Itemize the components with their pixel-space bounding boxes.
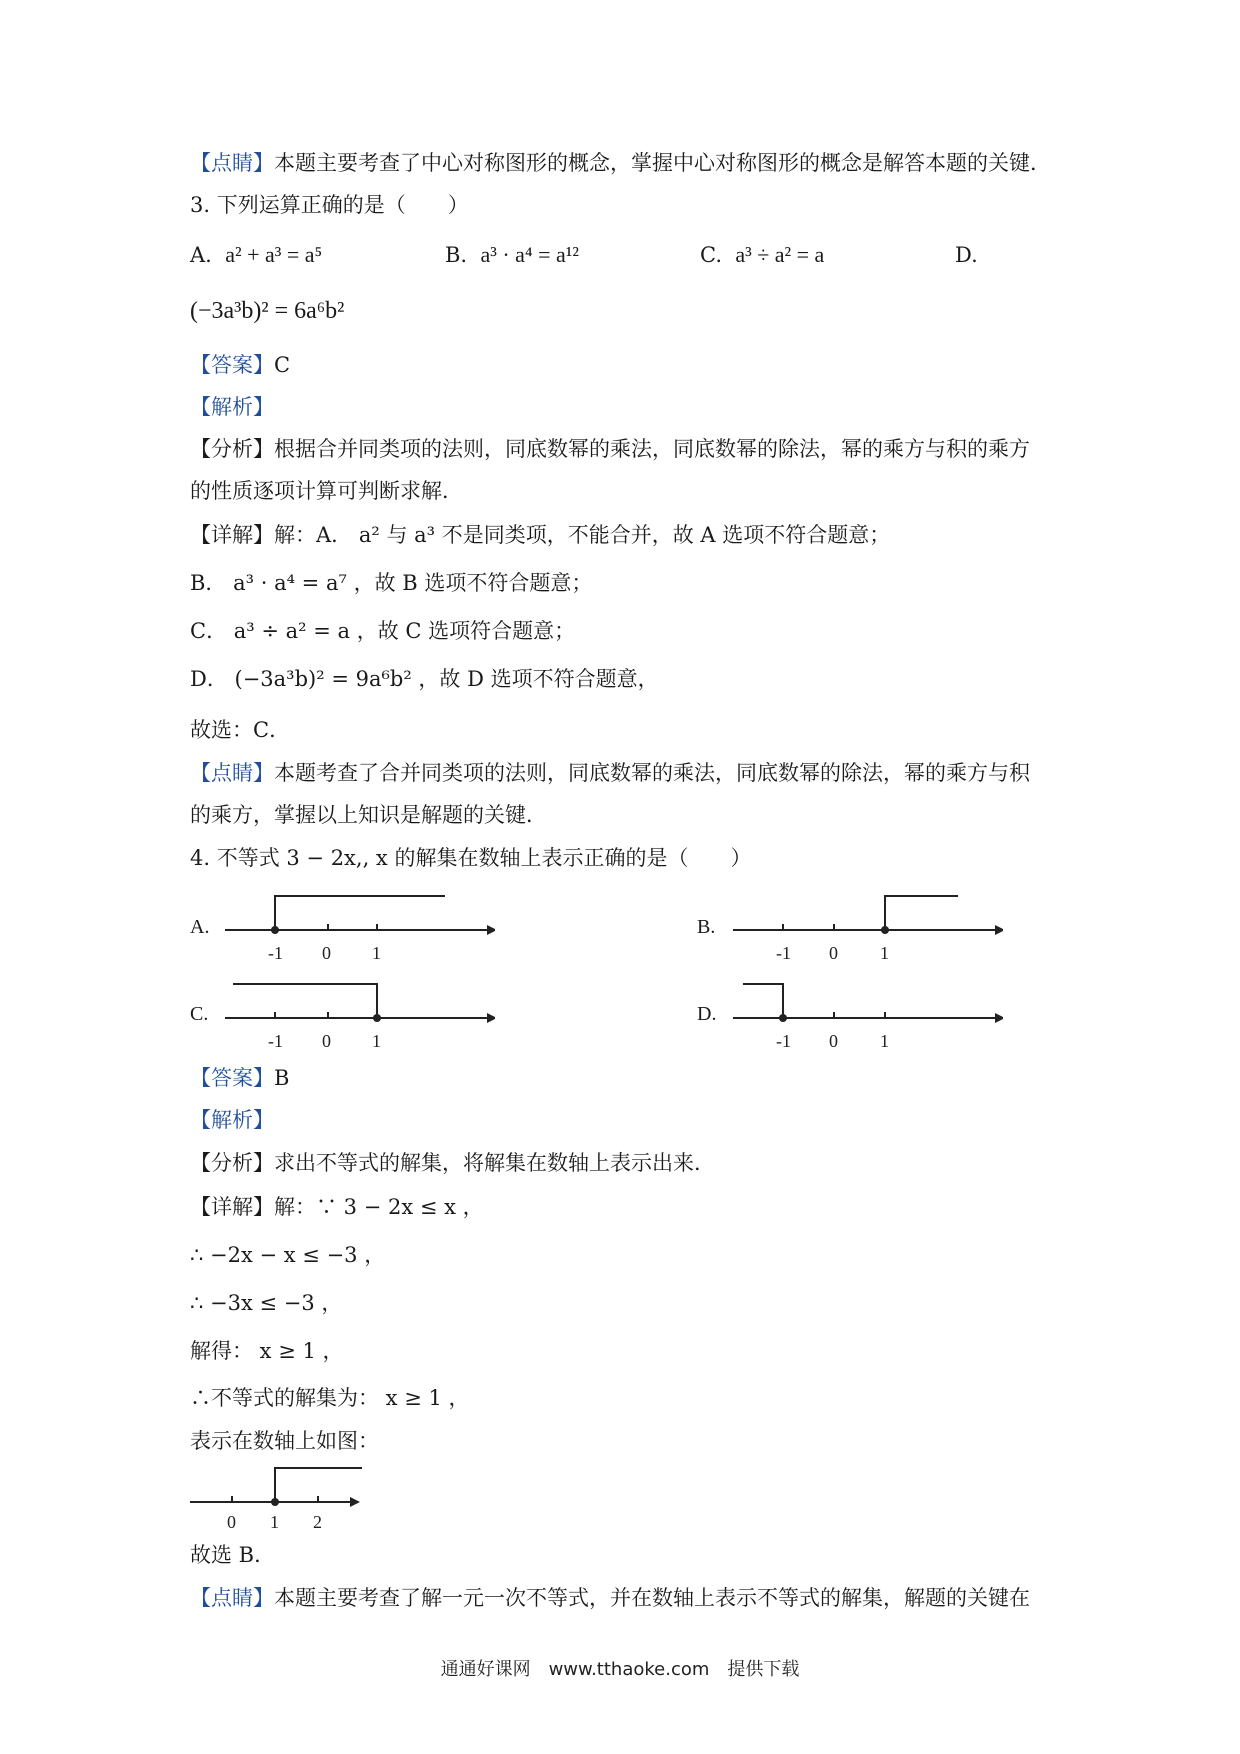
q3-detail-b: B． a³ · a⁴ = a⁷ ，故 B 选项不符合题意； xyxy=(190,571,593,595)
q3-detail-a: 【详解】解：A． a² 与 a³ 不是同类项，不能合并，故 A 选项不符合题意； xyxy=(190,523,891,547)
q4-review: 【点睛】本题主要考查了解一元一次不等式，并在数轴上表示不等式的解集，解题的关键在 xyxy=(190,1586,1030,1610)
tick-label: 2 xyxy=(313,1512,322,1532)
q3-answer: 【答案】C xyxy=(190,353,291,377)
q3-fenxi-2: 的性质逐项计算可判断求解． xyxy=(190,479,463,503)
tick-label: 1 xyxy=(270,1512,279,1532)
q3-review-1: 【点睛】本题考查了合并同类项的法则，同底数幂的乘法，同底数幂的除法，幂的乘方与积 xyxy=(190,761,1030,785)
q3-analysis-tag: 【解析】 xyxy=(190,395,274,419)
tick-label: -1 xyxy=(776,1031,791,1051)
q4-step-2: ∴ −2x − x ≤ −3 ， xyxy=(190,1243,386,1267)
q4-step-1: 【详解】解：∵ 3 − 2x ≤ x ， xyxy=(190,1195,484,1219)
q4-step-5: ∴不等式的解集为： x ≥ 1 ， xyxy=(190,1386,470,1410)
solution-number-line xyxy=(190,1462,370,1534)
fig-a-label: A. xyxy=(190,916,210,938)
tick-label: -1 xyxy=(268,1031,283,1051)
number-line-d xyxy=(733,978,1003,1053)
number-line-c xyxy=(225,978,495,1053)
q3-review-2: 的乘方，掌握以上知识是解题的关键． xyxy=(190,803,547,827)
number-line-b xyxy=(733,890,1003,965)
q3-option-c: C. a³ ÷ a² = a xyxy=(700,242,825,267)
q4-step-6: 表示在数轴上如图： xyxy=(190,1429,379,1453)
tick-label: 1 xyxy=(372,943,381,963)
q4-answer: 【答案】B xyxy=(190,1066,290,1090)
q3-option-a: A. a² + a³ = a⁵ xyxy=(190,242,323,267)
number-line-a xyxy=(225,890,495,965)
tick-label: -1 xyxy=(776,943,791,963)
tick-label: 0 xyxy=(322,943,331,963)
q4-step-3: ∴ −3x ≤ −3 ， xyxy=(190,1291,343,1315)
fig-c-label: C. xyxy=(190,1003,209,1025)
fig-d-label: D. xyxy=(697,1003,717,1025)
review-text: 本题主要考查了中心对称图形的概念，掌握中心对称图形的概念是解答本题的关键． xyxy=(274,151,1051,175)
q4-step-4: 解得： x ≥ 1 ， xyxy=(190,1339,344,1363)
q4-fenxi: 【分析】求出不等式的解集，将解集在数轴上表示出来． xyxy=(190,1151,715,1175)
q3-stem: 3. 下列运算正确的是（ ） xyxy=(190,193,469,217)
tick-label: 0 xyxy=(322,1031,331,1051)
q3-detail-d: D． (−3a³b)² = 9a⁶b² ，故 D 选项不符合题意， xyxy=(190,667,659,691)
tick-label: 0 xyxy=(829,943,838,963)
tick-label: 1 xyxy=(880,943,889,963)
q4-stem: 4. 不等式 3 − 2x,, x 的解集在数轴上表示正确的是（ ） xyxy=(190,846,752,870)
tick-label: 0 xyxy=(227,1512,236,1532)
q3-fenxi-1: 【分析】根据合并同类项的法则，同底数幂的乘法，同底数幂的除法，幂的乘方与积的乘方 xyxy=(190,437,1030,461)
q3-option-d-letter: D. xyxy=(955,243,978,267)
q3-option-d-expr: (−3a³b)² = 6a⁶b² xyxy=(190,298,345,324)
q4-analysis-tag: 【解析】 xyxy=(190,1108,274,1132)
tick-label: 0 xyxy=(829,1031,838,1051)
tick-label: -1 xyxy=(268,943,283,963)
top-review xyxy=(190,148,1051,178)
q3-detail-c: C． a³ ÷ a² = a ，故 C 选项符合题意； xyxy=(190,619,576,643)
q3-option-b: B. a³ · a⁴ = a¹² xyxy=(445,242,579,267)
tick-label: 1 xyxy=(372,1031,381,1051)
review-tag: 【点睛】 xyxy=(190,151,274,175)
tick-label: 1 xyxy=(880,1031,889,1051)
q4-choose: 故选 B． xyxy=(190,1543,276,1567)
q3-choose: 故选：C． xyxy=(190,718,291,742)
fig-b-label: B. xyxy=(697,916,716,938)
page-footer: 通通好课网 www.tthaoke.com 提供下载 xyxy=(440,1659,800,1680)
